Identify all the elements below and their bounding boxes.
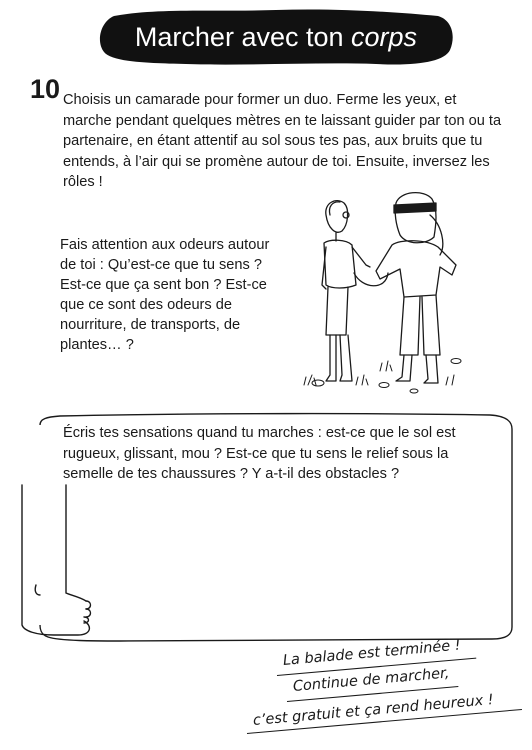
foot-drawing	[22, 485, 91, 635]
blindfolded-child-figure	[376, 193, 456, 383]
writing-prompt: Écris tes sensations quand tu marches : est-ce que le sol est rugueux, glissant, mou ? Est-ce que tu sens le relief sous la semelle de tes chaussures ? Y a-t-il des obstacles ?	[63, 425, 456, 482]
closing-line-2: Continue de marcher,	[292, 665, 450, 695]
closing-line-3: c’est gratuit et ça rend heureux !	[252, 691, 495, 729]
activity-number: 10	[30, 74, 61, 104]
closing-line-1: La balade est terminée !	[282, 637, 462, 669]
activity-instructions: Choisis un camarade pour former un duo. Ferme les yeux, et marche pendant quelques mètres en te laissant guider par ton ou ta partenaire, en étant attentif au sol sous tes pas, aux bruits que tu entends, à l’air qui se promène autour de toi. Ensuite, inversez les rôles !	[63, 92, 502, 190]
duo-walking-illustration	[296, 185, 476, 395]
guide-child-figure	[322, 201, 388, 381]
page-title-emphasis: corps	[351, 22, 418, 52]
smell-prompt: Fais attention aux odeurs autour de toi : Qu’est-ce que tu sens ? Est-ce que ça sent bon ? Est-ce que ce sont des odeurs de nourriture, de transports, de plantes… ?	[60, 237, 270, 353]
title-banner	[96, 6, 456, 68]
page-title: Marcher avec ton corps	[134, 22, 418, 52]
